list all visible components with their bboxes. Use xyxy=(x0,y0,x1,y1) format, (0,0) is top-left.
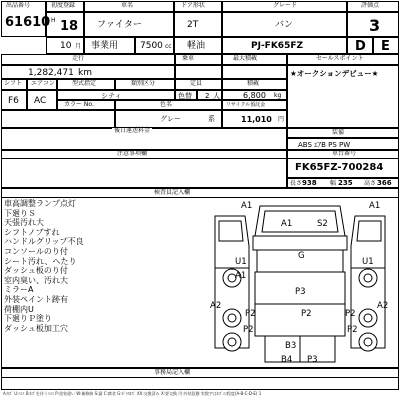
selling-points-text: ★オークションデビュー★ xyxy=(290,69,379,78)
shift-label-cell xyxy=(1,79,27,90)
door-label-cell xyxy=(174,1,222,12)
recycle-label-cell xyxy=(222,100,287,110)
note-item: 下廻りＳ xyxy=(4,208,36,218)
color-no-label-cell xyxy=(57,100,115,110)
damage-mark: S2 xyxy=(317,219,328,229)
note-item: ハンドルグリップ不良 xyxy=(4,237,84,247)
damage-mark: A1 xyxy=(369,201,381,211)
height-label: 高さ xyxy=(364,180,377,187)
displacement-cell xyxy=(135,37,174,54)
damage-mark: P2 xyxy=(347,325,358,335)
lot-cell xyxy=(1,1,51,37)
shift-cell xyxy=(1,90,27,110)
damage-mark: B4 xyxy=(281,355,293,365)
damage-mark: G xyxy=(298,251,305,261)
load-unit: kg xyxy=(274,92,282,99)
damage-mark: A1 xyxy=(281,219,293,229)
note-item: 車高調整ランプ点灯 xyxy=(4,199,76,208)
seats-label-cell xyxy=(175,54,222,65)
damage-mark: U1 xyxy=(235,257,247,267)
truck-diagram xyxy=(205,196,399,366)
score: 3 xyxy=(369,16,381,35)
model-code-label-cell xyxy=(57,79,115,90)
capacity-unit: 人 xyxy=(213,92,220,100)
color-name: グレー xyxy=(160,115,181,123)
load-label: 積載 xyxy=(247,80,260,87)
equipment-area xyxy=(287,138,399,150)
length-label: 長さ xyxy=(290,180,303,187)
note-item: シフトノブすれ xyxy=(4,227,60,237)
month-unit: 月 xyxy=(75,43,82,50)
color-no-cell xyxy=(1,110,115,128)
color-name-cell xyxy=(115,110,222,128)
mileage: 1,282,471 xyxy=(28,68,74,78)
door-label: ドア形状 xyxy=(181,2,205,9)
equipment-label-cell xyxy=(287,128,399,138)
note-item: コンソールのり付 xyxy=(4,246,68,256)
era: H xyxy=(51,17,56,24)
door-cell xyxy=(174,12,222,37)
city-cell xyxy=(57,90,175,100)
damage-mark: A1 xyxy=(235,271,247,281)
seats-label: 乗車 xyxy=(182,55,195,62)
damage-mark: P2 xyxy=(345,309,356,319)
capacity-cell xyxy=(197,90,222,100)
type-cell xyxy=(222,37,347,54)
model-label: 車名 xyxy=(121,2,134,9)
grade: バン xyxy=(275,20,294,30)
mileage-unit: km xyxy=(78,68,92,78)
remarks-area xyxy=(1,128,287,150)
equipment-text: ABS ｴｱB PS PW xyxy=(298,141,351,149)
maxload-cell xyxy=(222,65,287,79)
office-area xyxy=(1,368,399,390)
year-label-cell xyxy=(46,1,84,12)
legend-text: A:ｷｽﾞ U:ﾍｺﾐ B:ｷｽﾞを伴うﾍｺﾐ P:塗装違い W:補修跡 S:錆 C:腐食 G:ｶﾞﾗｽｷｽﾞ XX:交換済み X:要交換 円:外装段階 実数字はｷｽﾞの程度(A-B-C-D-E) 1 xyxy=(3,391,262,396)
damage-mark: P2 xyxy=(245,309,256,319)
class-label: 類別区分 xyxy=(131,80,156,87)
width: 235 xyxy=(338,179,353,187)
note-item: ダッシュ板加工穴 xyxy=(4,323,68,333)
ac-label-cell xyxy=(27,79,57,90)
load: 6,800 xyxy=(243,91,266,100)
shift: F6 xyxy=(8,96,19,106)
equipment-label: 装備 xyxy=(332,129,345,136)
notes-area xyxy=(1,150,287,188)
type: PJ-FK65FZ xyxy=(251,41,304,51)
office-label: 事務局記入欄 xyxy=(154,369,191,376)
model-label-cell xyxy=(84,1,174,12)
height: 366 xyxy=(377,179,392,187)
capacity-label-cell xyxy=(175,79,222,90)
remarks-label: 後日運送料金 xyxy=(114,127,151,134)
frame-area xyxy=(287,150,399,178)
note-item: ミラーA xyxy=(4,285,34,295)
selling-label-cell xyxy=(287,54,399,65)
damage-mark: U1 xyxy=(362,257,374,267)
cc-unit: cc xyxy=(165,43,172,50)
interior-grade: D xyxy=(355,39,366,54)
lot-label: 出品番号 xyxy=(6,2,31,9)
selling-points-area xyxy=(287,65,399,128)
grade-cell xyxy=(222,12,347,37)
selling-points-label: セールスポイント xyxy=(316,55,364,62)
grade-label-cell xyxy=(222,1,347,12)
damage-mark: B3 xyxy=(285,341,297,351)
model: ファイター xyxy=(97,20,142,30)
load-cell xyxy=(222,90,287,100)
mileage-cell xyxy=(1,65,175,79)
ac-label: エアコン xyxy=(31,80,55,87)
inspection-month: 10 xyxy=(60,41,72,51)
ac: AC xyxy=(34,96,47,106)
load-label-cell xyxy=(222,79,287,90)
model-cell xyxy=(84,12,174,37)
color-change-label: 色替 xyxy=(178,92,192,100)
note-item: 荷棚内U xyxy=(4,304,34,314)
year-cell xyxy=(46,12,84,37)
note-item: ダッシュ板のり付 xyxy=(4,266,68,276)
recycle-label: リサイクル預託金 xyxy=(226,102,266,108)
frame-number: FK65FZ-700284 xyxy=(295,162,384,173)
grade-label: グレード xyxy=(273,2,298,9)
door: 2T xyxy=(187,20,199,30)
exterior-grade: E xyxy=(381,39,390,54)
class-label-cell xyxy=(115,79,175,90)
note-item: 天張汚れ大 xyxy=(4,218,44,228)
frame-label: 車台番号 xyxy=(332,150,357,157)
length: 938 xyxy=(302,179,317,187)
shift-label: シフト xyxy=(4,80,23,87)
mileage-label: 走行 xyxy=(72,55,85,62)
damage-mark: A2 xyxy=(377,301,389,311)
damage-mark: P3 xyxy=(295,287,306,297)
color-name-label-cell xyxy=(115,100,222,110)
score-label: 評価点 xyxy=(361,2,380,9)
width-label: 幅 xyxy=(330,180,337,187)
note-item: シート汚れ、へたり xyxy=(4,256,77,266)
note-item: 室内臭い、汚れ大 xyxy=(4,275,68,285)
interior-grade-cell xyxy=(347,37,373,54)
maxload-label-cell xyxy=(222,54,287,65)
lot-number: 61610 xyxy=(5,15,51,30)
seats-cell xyxy=(175,65,222,79)
model-code-label: 型式指定 xyxy=(72,80,97,87)
usage-cell xyxy=(84,37,135,54)
inspector-notes xyxy=(4,199,84,333)
color-change-cell xyxy=(175,90,197,100)
ac-cell xyxy=(27,90,57,110)
mileage-label-cell xyxy=(1,54,175,65)
year: 18 xyxy=(60,19,79,34)
note-item: 外装ペイント跡有 xyxy=(4,294,68,304)
color-suffix: 系 xyxy=(208,115,215,123)
city: シティ xyxy=(101,92,122,100)
color-name-label: 色名 xyxy=(160,101,173,108)
damage-mark: P2 xyxy=(301,309,312,319)
recycle-cell xyxy=(222,110,287,128)
fuel-cell xyxy=(174,37,222,54)
recycle: 11,010 xyxy=(241,115,272,124)
recycle-unit: 円 xyxy=(278,116,285,123)
max-load-label: 最大積載 xyxy=(233,55,258,62)
damage-mark: A2 xyxy=(210,301,222,311)
fuel: 軽油 xyxy=(187,41,206,51)
note-item: 下廻りＰ塗り xyxy=(4,314,52,324)
color-no-label: カラー No. xyxy=(64,101,94,108)
score-cell xyxy=(347,12,399,37)
damage-mark: P3 xyxy=(307,355,318,365)
damage-mark: P2 xyxy=(243,325,254,335)
displacement: 7500 xyxy=(140,41,163,51)
notes-label: 注意事項欄 xyxy=(117,150,148,157)
dimensions-row xyxy=(287,178,399,188)
inspector-label: 検査員記入欄 xyxy=(154,189,191,196)
score-label-cell xyxy=(347,1,399,12)
damage-mark: A1 xyxy=(241,201,253,211)
capacity: 2 xyxy=(205,92,210,100)
usage: 事業用 xyxy=(91,41,119,51)
capacity-label: 定員 xyxy=(190,80,203,87)
year-label: 初度登録 xyxy=(51,2,76,9)
inspection-cell xyxy=(46,37,84,54)
exterior-grade-cell xyxy=(373,37,399,54)
